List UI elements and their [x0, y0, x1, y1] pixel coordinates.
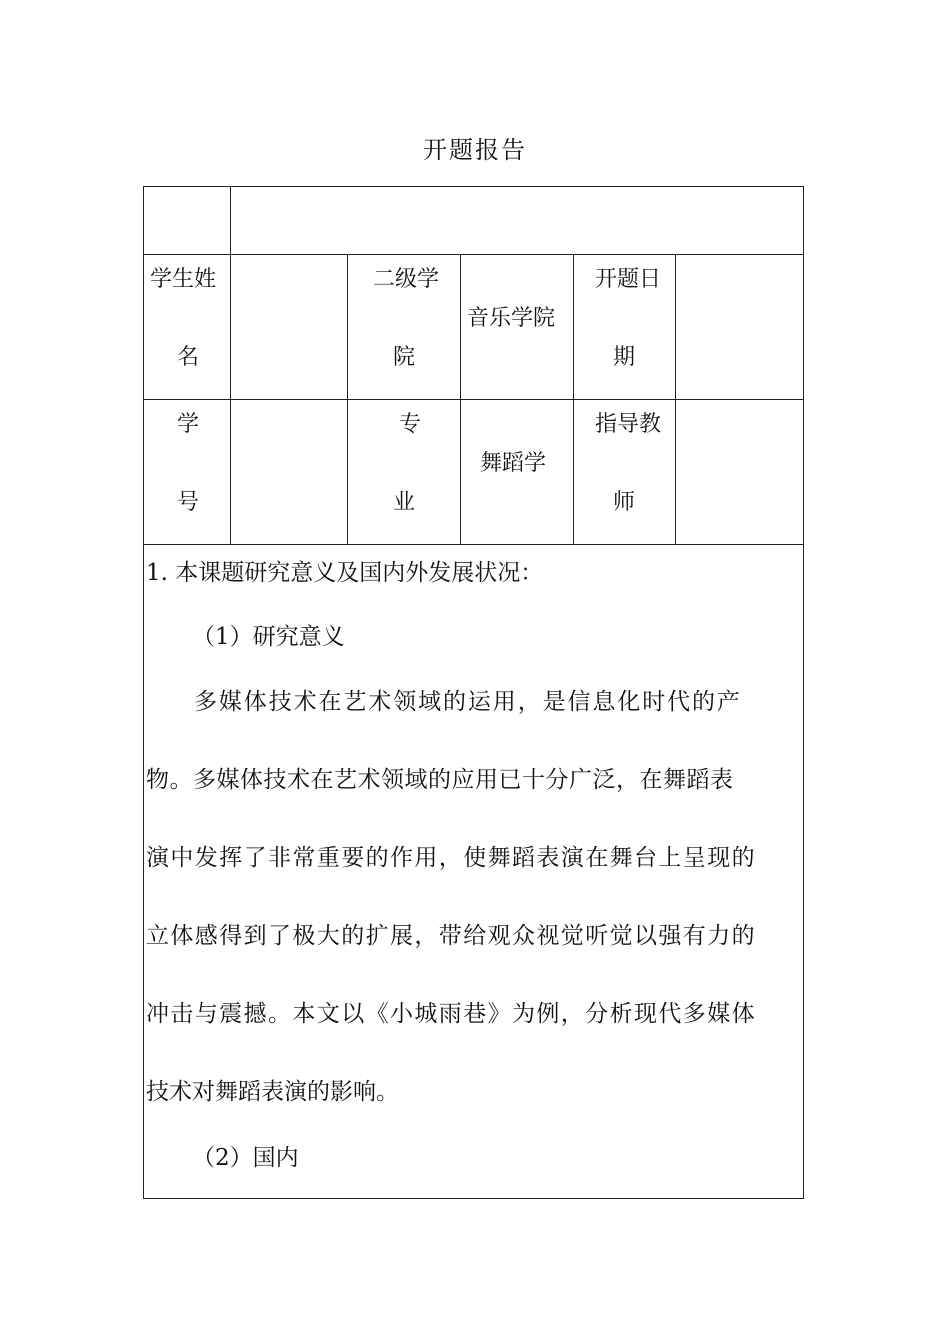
proposal-date-label-cont: 期 — [613, 345, 636, 370]
major-label-cont: 业 — [393, 490, 416, 515]
subsection-domestic: （2）国内 — [192, 1145, 299, 1171]
paragraph-line: 多媒体技术在艺术领域的运用，是信息化时代的产 — [194, 689, 742, 715]
paragraph-line: 技术对舞蹈表演的影响。 — [146, 1079, 399, 1105]
student-name-label-cont: 名 — [177, 345, 200, 370]
paragraph-line: 冲击与震撼。本文以《小城雨巷》为例，分析现代多媒体 — [146, 1001, 756, 1027]
advisor-label: 指导教 — [595, 412, 662, 437]
subsection-research-significance: （1）研究意义 — [192, 624, 345, 650]
column-divider — [230, 187, 231, 544]
college-label: 二级学 — [373, 267, 440, 292]
column-divider — [573, 254, 574, 544]
student-name-label: 学生姓 — [150, 267, 217, 292]
row-divider — [144, 544, 803, 545]
advisor-label-cont: 师 — [613, 490, 636, 515]
column-divider — [675, 254, 676, 544]
row-divider — [144, 399, 803, 400]
paragraph-line: 物。多媒体技术在艺术领域的应用已十分广泛，在舞蹈表 — [146, 767, 734, 793]
page-title: 开题报告 — [423, 136, 527, 164]
section-heading: 1. 本课题研究意义及国内外发展状况： — [146, 560, 544, 586]
report-form-table — [143, 186, 804, 1199]
column-divider — [347, 254, 348, 544]
row-divider — [144, 254, 803, 255]
major-value: 舞蹈学 — [480, 451, 547, 476]
student-id-label-cont: 号 — [177, 490, 200, 515]
college-value: 音乐学院 — [467, 306, 556, 331]
proposal-date-label: 开题日 — [595, 267, 662, 292]
college-label-cont: 院 — [393, 345, 416, 370]
student-id-label: 学 — [177, 412, 200, 437]
major-label: 专 — [399, 412, 422, 437]
column-divider — [460, 254, 461, 544]
paragraph-line: 演中发挥了非常重要的作用，使舞蹈表演在舞台上呈现的 — [146, 845, 756, 871]
paragraph-line: 立体感得到了极大的扩展，带给观众视觉听觉以强有力的 — [146, 923, 756, 949]
